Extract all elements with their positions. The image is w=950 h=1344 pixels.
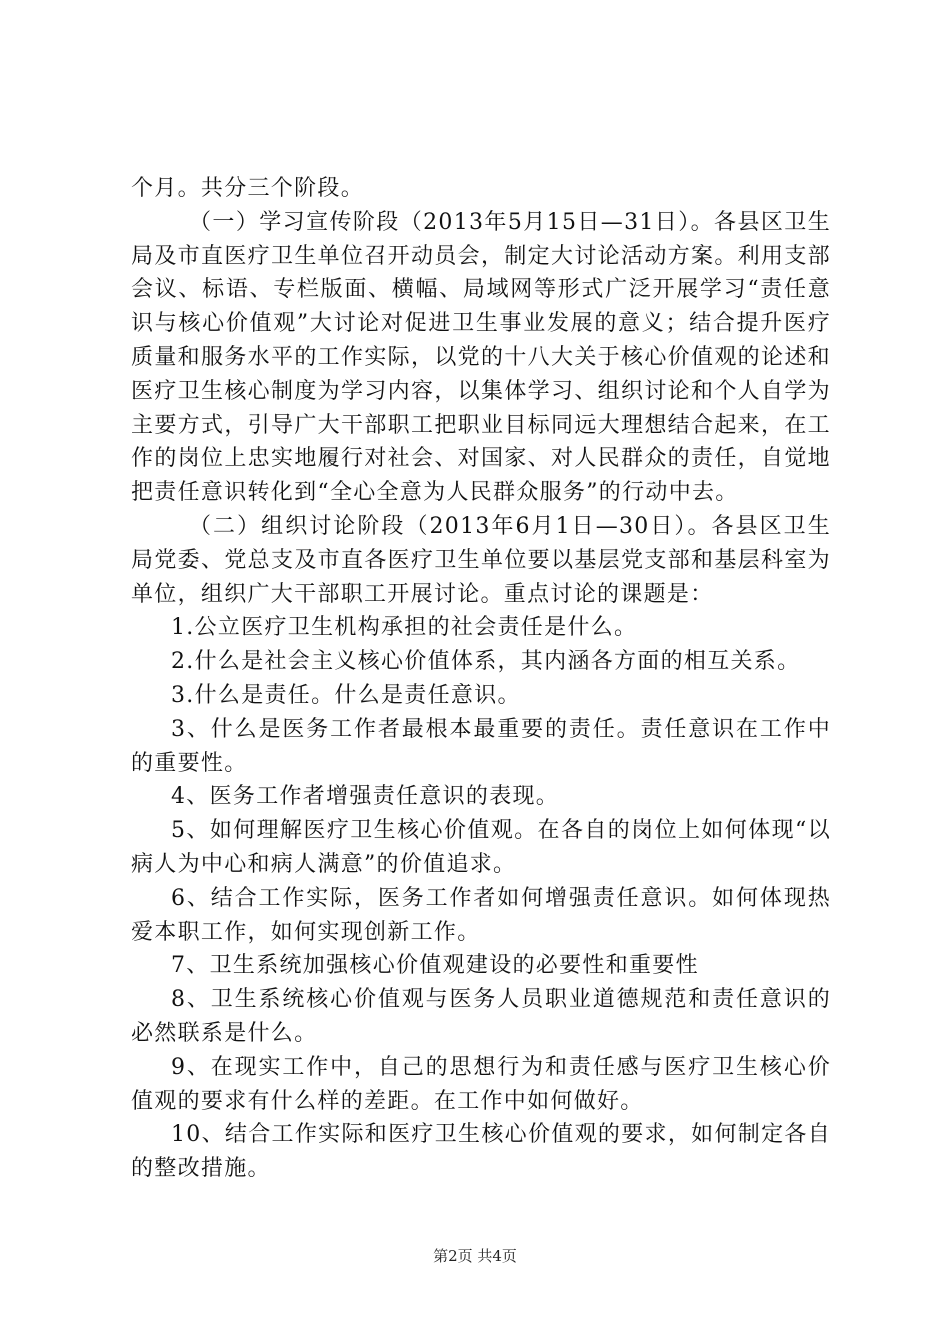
list-item: 10、结合工作实际和医疗卫生核心价值观的要求，如何制定各自的整改措施。 <box>131 1122 831 1182</box>
list-item: 7、卫生系统加强核心价值观建设的必要性和重要性 <box>171 953 699 979</box>
paragraph-continuation: 个月。共分三个阶段。 <box>131 176 365 201</box>
list-item: 8、卫生系统核心价值观与医务人员职业道德规范和责任意识的必然联系是什么。 <box>131 987 831 1046</box>
document-body <box>131 172 831 1186</box>
list-item: 3、什么是医务工作者最根本最重要的责任。责任意识在工作中的重要性。 <box>131 716 831 776</box>
page-number-footer: 第2页 共4页 <box>433 1247 517 1265</box>
list-item: 3.什么是责任。什么是责任意识。 <box>171 682 521 708</box>
paragraph-stage-one: （一）学习宣传阶段（2013年5月15日—31日）。各县区卫生局及市直医疗卫生单位召开动员会，制定大讨论活动方案。利用支部会议、标语、专栏版面、横幅、局域网等形式广泛开展学习“责任意识与核心价值观”大讨论对促进卫生事业发展的意义；结合提升医疗质量和服务水平的工作实际，以党的十八大关于核心价值观的论述和医疗卫生核心制度为学习内容，以集体学习、组织讨论和个人自学为主要方式，引导广大干部职工把职业目标同远大理想结合起来，在工作的岗位上忠实地履行对社会、对国家、对人民群众的责任，自觉地把责任意识转化到“全心全意为人民群众服务”的行动中去。 <box>131 209 831 506</box>
paragraph-stage-two: （二）组织讨论阶段（2013年6月1日—30日）。各县区卫生局党委、党总支及市直各医疗卫生单位要以基层党支部和基层科室为单位，组织广大干部职工开展讨论。重点讨论的课题是： <box>131 513 831 607</box>
list-item: 2.什么是社会主义核心价值体系，其内涵各方面的相互关系。 <box>171 649 801 675</box>
list-item: 5、如何理解医疗卫生核心价值观。在各自的岗位上如何体现“以病人为中心和病人满意”的价值追求。 <box>131 818 831 877</box>
list-item: 1.公立医疗卫生机构承担的社会责任是什么。 <box>171 615 638 641</box>
list-item: 6、结合工作实际，医务工作者如何增强责任意识。如何体现热爱本职工作，如何实现创新工作。 <box>131 885 831 945</box>
list-item: 9、在现实工作中，自己的思想行为和责任感与医疗卫生核心价值观的要求有什么样的差距。在工作中如何做好。 <box>131 1054 831 1114</box>
list-item: 4、医务工作者增强责任意识的表现。 <box>171 784 560 810</box>
